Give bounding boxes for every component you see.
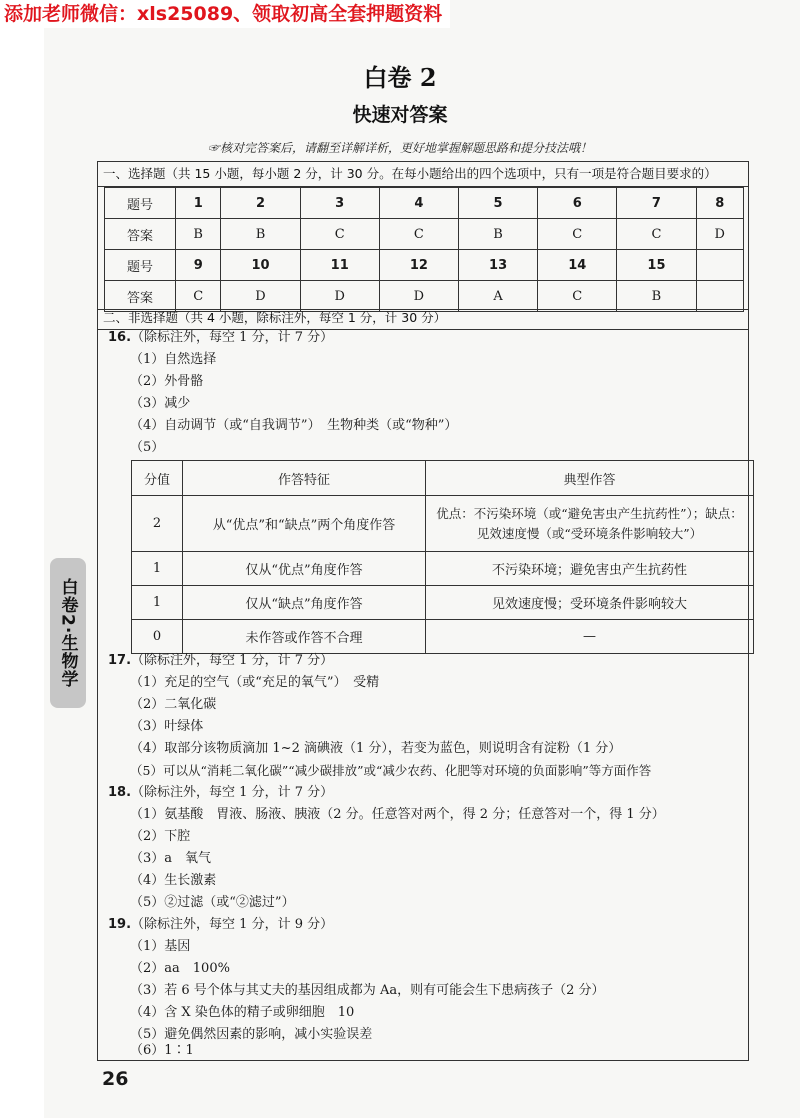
table-row [105, 219, 744, 250]
answer-cell: C [379, 219, 458, 250]
example-cell: 见效速度慢；受环境条件影响较大 [426, 586, 754, 620]
answer-cell: C [617, 219, 696, 250]
answer-cell: B [176, 219, 221, 250]
example-cell: 不污染环境；避免害虫产生抗药性 [426, 552, 754, 586]
question-16-header [108, 327, 333, 349]
page-subtitle: 快速对答案 [352, 104, 448, 126]
question-number: 9 [176, 250, 221, 281]
score-cell: 0 [132, 620, 183, 654]
answer-line: （3）a 氧气 [130, 851, 212, 866]
feature-cell: 未作答或作答不合理 [183, 620, 426, 654]
table-row [105, 188, 744, 219]
question-number: 5 [458, 188, 537, 219]
answer-cell: D [696, 219, 743, 250]
answer-line: （2）二氧化碳 [130, 697, 217, 712]
question-number: 18. [108, 785, 132, 800]
table-header-row [132, 461, 754, 496]
score-cell: 2 [132, 496, 183, 552]
answer-line: （4）含 X 染色体的精子或卵细胞 10 [130, 1005, 355, 1020]
answer-line: （2）aa 100% [130, 961, 230, 976]
answer-cell: C [300, 219, 379, 250]
question-number: 6 [538, 188, 617, 219]
question-number: 12 [379, 250, 458, 281]
table-row [132, 586, 754, 620]
answer-line: （5） [130, 440, 165, 455]
feature-cell: 从“优点”和“缺点”两个角度作答 [183, 496, 426, 552]
question-number: 11 [300, 250, 379, 281]
tip-label: 核对完答案后，请翻至详解详析，更好地掌握解题思路和提分技法哦！ [220, 141, 593, 155]
side-tab-label: 白卷2·生物学 [57, 577, 78, 689]
answer-line: （3）叶绿体 [130, 719, 204, 734]
section1-title: 一、选择题（共 15 小题，每小题 2 分，计 30 分。在每小题给出的四个选项中，只有一项是符合题目要求的） [103, 166, 717, 181]
answer-line: （4）生长激素 [130, 873, 217, 888]
answer-line: （1）基因 [130, 939, 191, 954]
question-score-note: （除标注外，每空 1 分，计 7 分） [131, 653, 334, 668]
row-label: 答案 [105, 219, 176, 250]
answer-cell: D [300, 281, 379, 312]
column-header: 作答特征 [183, 461, 426, 496]
question-17-header [108, 650, 333, 672]
answer-line: （2）外骨骼 [130, 374, 204, 389]
question-number: 2 [221, 188, 300, 219]
question-score-note: （除标注外，每空 1 分，计 9 分） [131, 917, 334, 932]
table-row [105, 250, 744, 281]
example-cell: 优点：不污染环境（或“避免害虫产生抗药性”）；缺点：见效速度慢（或“受环境条件影响较大”） [426, 496, 754, 552]
question-number: 17. [108, 653, 132, 668]
side-tab [50, 558, 86, 708]
question-number: 13 [458, 250, 537, 281]
answer-line: （1）充足的空气（或“充足的氧气”） 受精 [130, 675, 380, 690]
question-score-note: （除标注外，每空 1 分，计 7 分） [131, 785, 334, 800]
watermark-text: 添加老师微信：xls25089、领取初高全套押题资料 [4, 0, 450, 28]
feature-cell: 仅从“优点”角度作答 [183, 552, 426, 586]
page-number: 26 [102, 1068, 129, 1090]
answer-cell: B [458, 219, 537, 250]
score-cell: 1 [132, 586, 183, 620]
question-number: 14 [538, 250, 617, 281]
answer-line: （5）②过滤（或“②滤过”） [130, 895, 295, 910]
answer-line: （6）1∶1 [130, 1043, 194, 1058]
row-label: 答案 [105, 281, 176, 312]
pointing-hand-icon: ☞ [207, 141, 220, 155]
answer-line: （2）下腔 [130, 829, 191, 844]
answer-cell: A [458, 281, 537, 312]
answer-cell: B [617, 281, 696, 312]
answer-line: （1）氨基酸 胃液、肠液、胰液（2 分。任意答对两个，得 2 分；任意答对一个，得 1 分） [130, 807, 665, 822]
answer-cell: C [176, 281, 221, 312]
question-number: 16. [108, 330, 132, 345]
example-cell: — [426, 620, 754, 654]
question-number: 4 [379, 188, 458, 219]
question-score-note: （除标注外，每空 1 分，计 7 分） [131, 330, 334, 345]
scoring-table [131, 460, 754, 654]
answer-cell: D [379, 281, 458, 312]
answer-line: （4）取部分该物质滴加 1~2 滴碘液（1 分），若变为蓝色，则说明含有淀粉（1 分） [130, 741, 622, 756]
table-row [132, 620, 754, 654]
question-number [696, 250, 743, 281]
row-label: 题号 [105, 188, 176, 219]
feature-cell: 仅从“缺点”角度作答 [183, 586, 426, 620]
answer-cell: C [538, 281, 617, 312]
answer-line: （5）可以从“消耗二氧化碳”“减少碳排放”或“减少农药、化肥等对环境的负面影响”等方面作答 [130, 763, 652, 778]
question-number: 3 [300, 188, 379, 219]
answer-line: （5）避免偶然因素的影响，减小实验误差 [130, 1027, 373, 1042]
row-label: 题号 [105, 250, 176, 281]
question-number: 10 [221, 250, 300, 281]
question-18-header [108, 782, 333, 804]
question-number: 15 [617, 250, 696, 281]
page-title: 白卷 2 [363, 63, 437, 92]
answer-cell: C [538, 219, 617, 250]
question-number: 8 [696, 188, 743, 219]
question-19-header [108, 914, 333, 936]
question-number: 7 [617, 188, 696, 219]
column-header: 典型作答 [426, 461, 754, 496]
table-row [132, 552, 754, 586]
table-row [132, 496, 754, 552]
score-cell: 1 [132, 552, 183, 586]
question-number: 1 [176, 188, 221, 219]
section2-title: 二、非选择题（共 4 小题，除标注外，每空 1 分，计 30 分） [103, 310, 447, 325]
answer-line: （3）减少 [130, 396, 191, 411]
tip-text [0, 139, 800, 156]
answer-line: （1）自然选择 [130, 352, 217, 367]
question-number: 19. [108, 917, 132, 932]
answer-cell: D [221, 281, 300, 312]
answer-line: （3）若 6 号个体与其丈夫的基因组成都为 Aa，则有可能会生下患病孩子（2 分） [130, 983, 605, 998]
column-header: 分值 [132, 461, 183, 496]
answer-cell: B [221, 219, 300, 250]
answer-line: （4）自动调节（或“自我调节”） 生物种类（或“物种”） [130, 418, 458, 433]
choice-answer-table [104, 187, 744, 312]
